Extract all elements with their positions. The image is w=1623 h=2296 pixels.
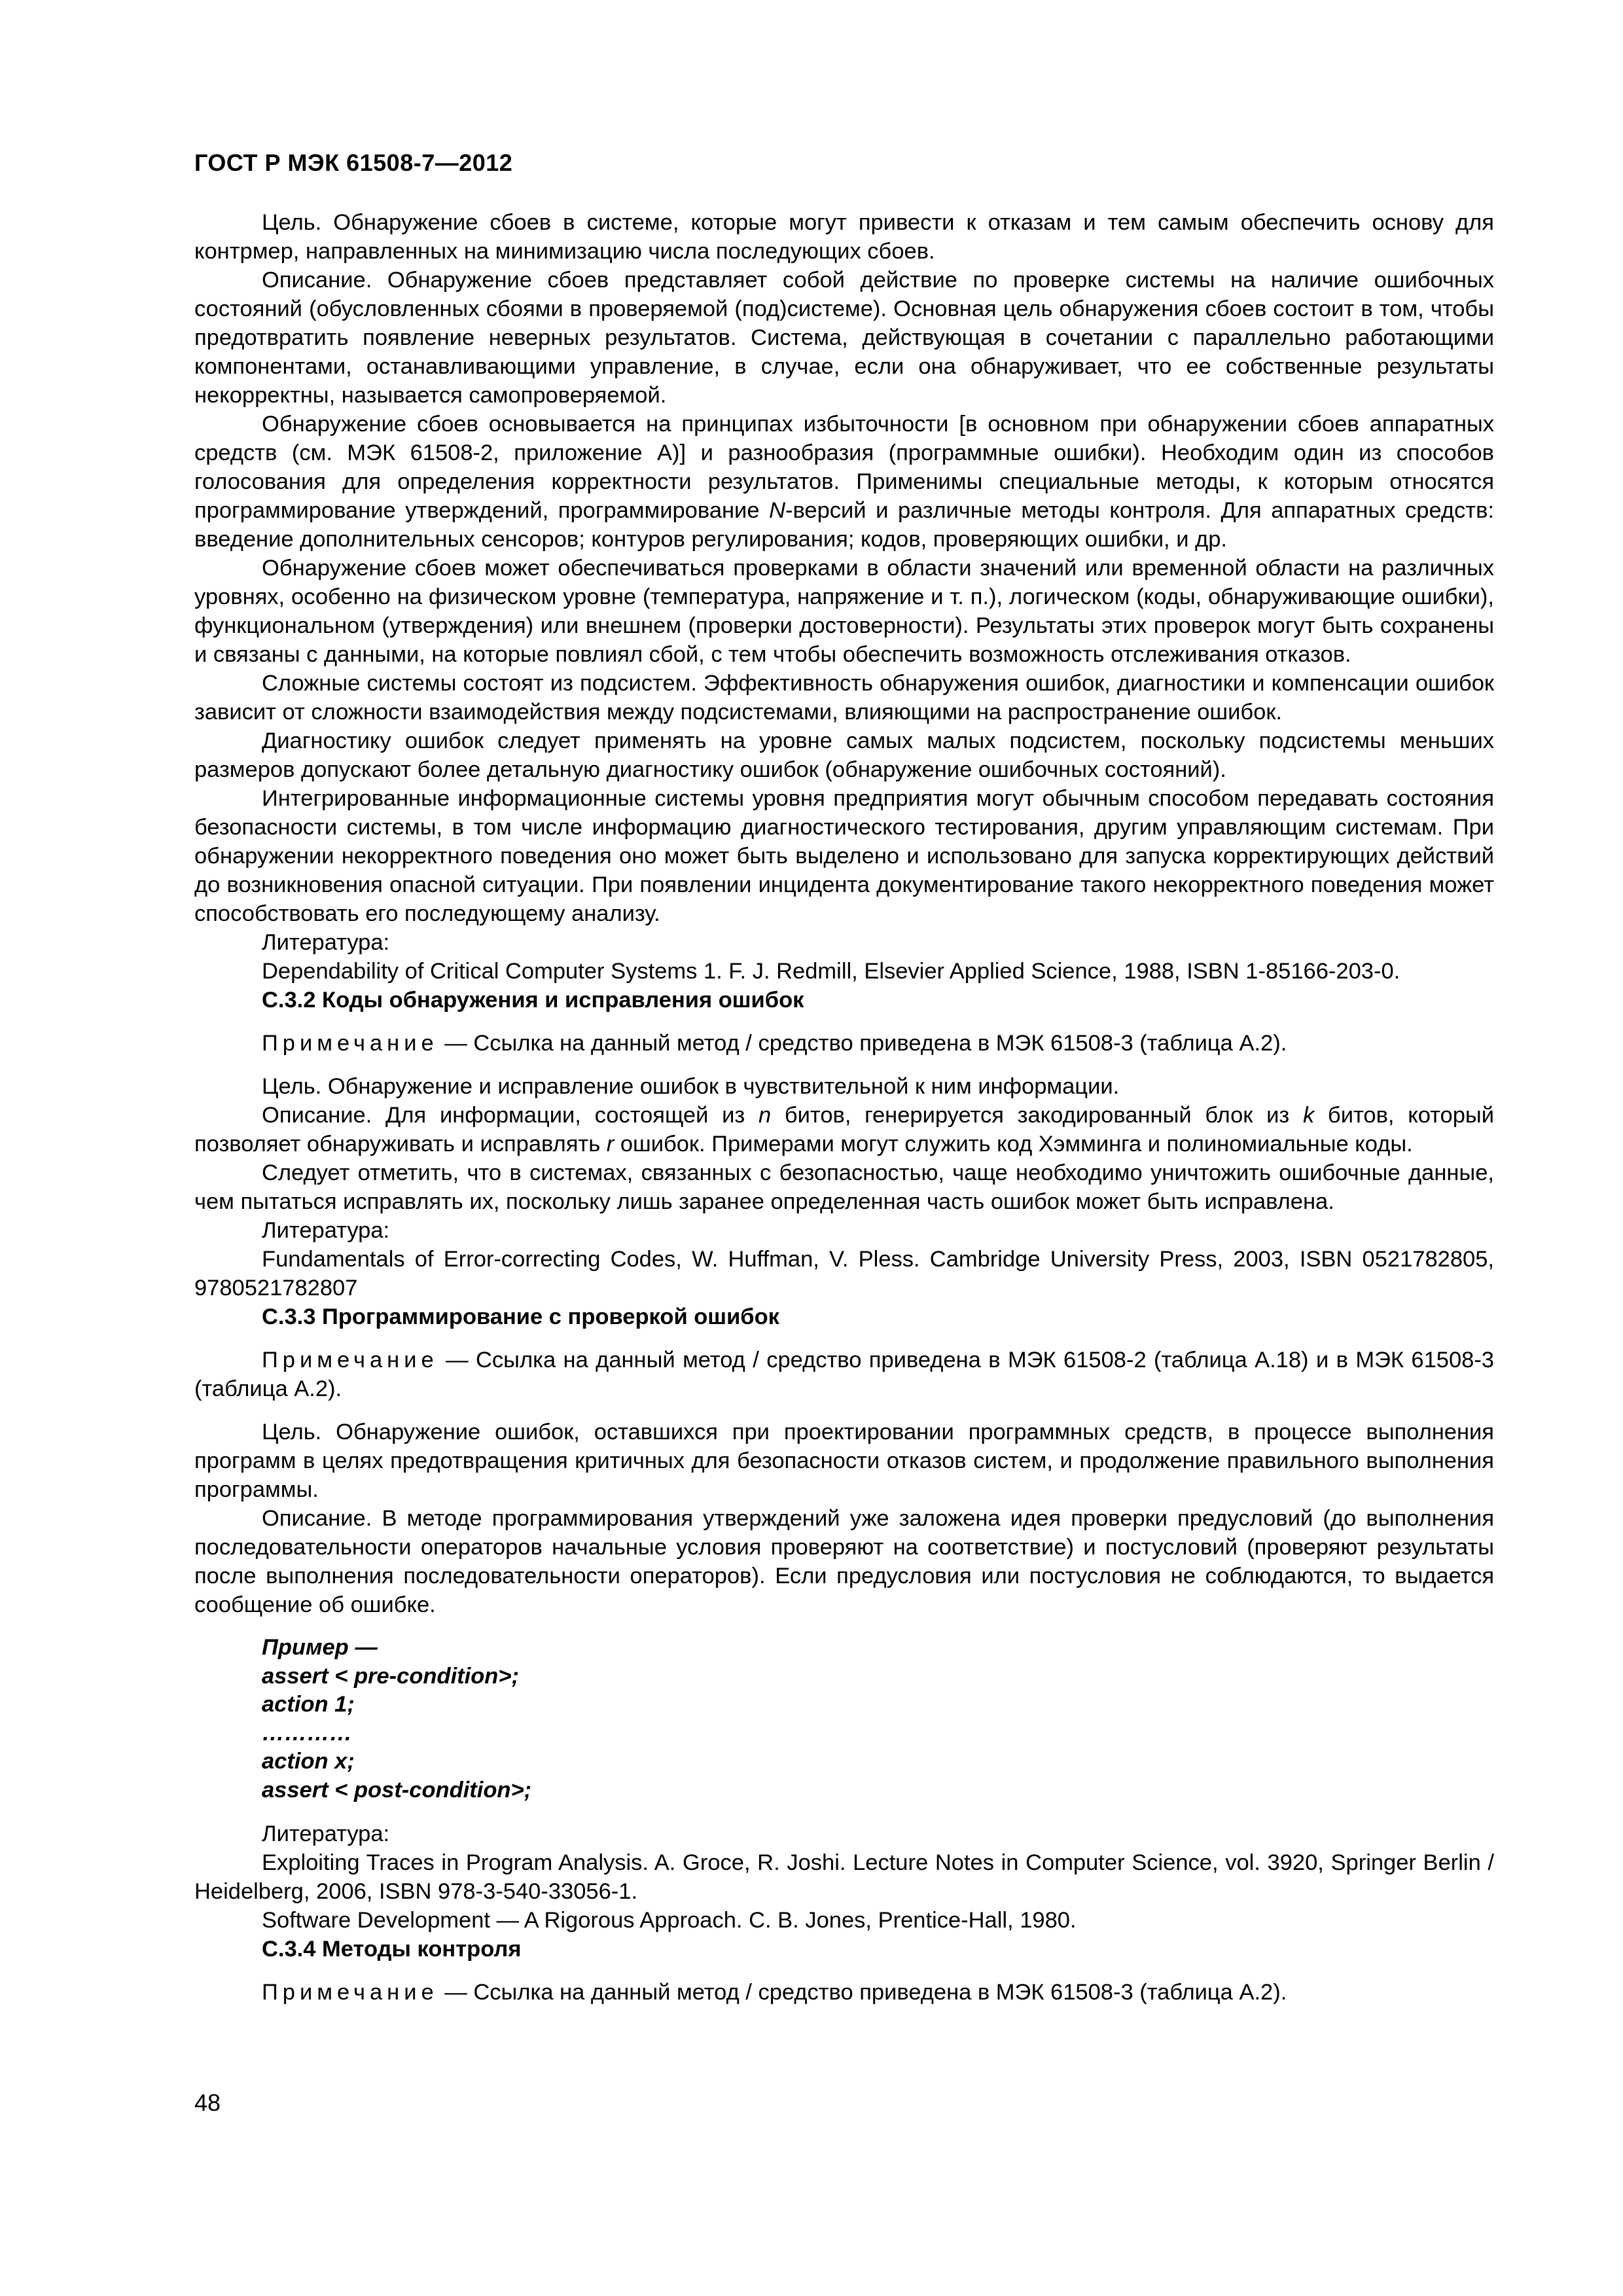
paragraph: Сложные системы состоят из подсистем. Эффективность обнаружения ошибок, диагностики и компенсации ошибок зависит от сложности взаимодействия между подсистемами, влияющими на распространение ошибок. — [194, 671, 1494, 725]
paragraph — [194, 1101, 1494, 1158]
paragraph: Цель. Обнаружение ошибок, оставшихся при проектировании программных средств, в процессе выполнения программ в целях предотвращения критичных для безопасности отказов систем, и продолжение правильного выполнения программы. — [194, 1420, 1494, 1502]
italic-run: N — [769, 498, 785, 523]
page-number: 48 — [194, 2089, 221, 2116]
spacer — [194, 1014, 1494, 1029]
document-header: ГОСТ Р МЭК 61508-7—2012 — [194, 149, 513, 176]
paragraph: Диагностику ошибок следует применять на уровне самых малых подсистем, поскольку подсистемы меньших размеров допускают более детальную диагностику ошибок (обнаружение ошибочных состояний). — [194, 728, 1494, 782]
literature-label: Литература: — [262, 930, 390, 955]
literature-reference: Software Development — A Rigorous Approach. C. B. Jones, Prentice-Hall, 1980. — [262, 1907, 1077, 1933]
note-label: Примечание — [262, 1348, 438, 1372]
note-text: — Ссылка на данный метод / средство приведена в МЭК 61508-3 (таблица А.2). — [438, 1979, 1287, 2005]
literature-label: Литература: — [262, 1821, 390, 1846]
code-line: assert < pre-condition>; — [262, 1663, 520, 1689]
section-heading-c32: С.3.2 Коды обнаружения и исправления ошибок — [262, 988, 804, 1013]
spacer — [194, 1331, 1494, 1346]
text-run: битов, который позволяет обнаруживать и исправлять — [194, 1103, 1494, 1157]
note-label: Примечание — [262, 1031, 438, 1056]
code-example — [194, 1634, 1494, 1805]
paragraph: Цель. Обнаружение и исправление ошибок в чувствительной к ним информации. — [262, 1074, 1120, 1099]
literature-label: Литература: — [262, 1218, 390, 1243]
note-label: Примечание — [262, 1979, 438, 2005]
code-line: ………… — [262, 1720, 352, 1746]
literature-reference: Exploiting Traces in Program Analysis. A. Groce, R. Joshi. Lecture Notes in Computer Science, vol. 3920, Springer Berlin / Heidelberg, 2006, ISBN 978-3-540-33056-1. — [194, 1850, 1494, 1904]
paragraph — [194, 410, 1494, 554]
spacer — [194, 1964, 1494, 1978]
paragraph: Обнаружение сбоев может обеспечиваться проверками в области значений или временной области на различных уровнях, особенно на физическом уровне (температура, напряжение и т. п.), логическом (коды, обнаруживающие ошибки), функциональном (утверждения) или внешнем (проверки достоверности). Результаты этих проверок могут быть сохранены и связаны с данными, на которые повлиял сбой, с тем чтобы обеспечить возможность отслеживания отказов. — [194, 556, 1494, 667]
section-heading-c33: С.3.3 Программирование с проверкой ошибок — [262, 1304, 779, 1329]
paragraph: Описание. Обнаружение сбоев представляет собой действие по проверке системы на наличие ошибочных состояний (обусловленных сбоями в проверяемой (под)системе). Основная цель обнаружения сбоев состоит в том, чтобы предотвратить появление неверных результатов. Система, действующая в сочетании с параллельно работающими компонентами, останавливающими управление, в случае, если она обнаруживает, что ее собственные результаты некорректны, называется самопроверяемой. — [194, 268, 1494, 408]
paragraph: Интегрированные информационные системы уровня предприятия могут обычным способом передавать состояния безопасности системы, в том числе информацию диагностического тестирования, другим управляющим системам. При обнаружении некорректного поведения оно может быть выделено и использовано для запуска корректирующих действий до возникновения опасной ситуации. При появлении инцидента документирование такого некорректного поведения может способствовать его последующему анализу. — [194, 786, 1494, 926]
literature-reference: Fundamentals of Error-correcting Codes, W. Huffman, V. Pless. Cambridge University Press, 2003, ISBN 0521782805, 9780521782807 — [194, 1247, 1494, 1300]
code-line: Пример — — [262, 1635, 378, 1660]
paragraph: Описание. В методе программирования утверждений уже заложена идея проверки предусловий (до выполнения последовательности операторов начальные условия проверяют на соответствие) и постусловий (проверяют результаты после выполнения последовательности операторов). Если предусловия или постусловия не соблюдаются, то выдается сообщение об ошибке. — [194, 1506, 1494, 1617]
note — [194, 1346, 1494, 1403]
spacer — [194, 1619, 1494, 1634]
spacer — [194, 1403, 1494, 1418]
text-run: битов, генерируется закодированный блок из — [771, 1103, 1303, 1128]
text-run: -версий и различные методы контроля. Для аппаратных средств: введение дополнительных сенсоров; контуров регулирования; кодов, проверяющих ошибки, и др. — [194, 498, 1494, 552]
note — [194, 1029, 1494, 1058]
code-line: action 1; — [262, 1692, 355, 1717]
code-line: assert < post-condition>; — [262, 1777, 532, 1803]
note-text: — Ссылка на данный метод / средство приведена в МЭК 61508-3 (таблица А.2). — [438, 1031, 1287, 1056]
code-line: action x; — [262, 1749, 355, 1774]
text-run: Описание. Для информации, состоящей из — [262, 1103, 758, 1128]
paragraph: Цель. Обнаружение сбоев в системе, которые могут привести к отказам и тем самым обеспечить основу для контрмер, направленных на минимизацию числа последующих сбоев. — [194, 210, 1494, 264]
section-heading-c34: С.3.4 Методы контроля — [262, 1936, 522, 1962]
text-run: ошибок. Примерами могут служить код Хэмминга и полиномиальные коды. — [614, 1132, 1413, 1157]
italic-run: k — [1302, 1103, 1315, 1128]
spacer — [194, 1805, 1494, 1820]
text-run: Обнаружение сбоев основывается на принципах избыточности [в основном при обнаружении сбоев аппаратных средств (см. МЭК 61508-2, приложение А)] и разнообразия (программные ошибки). Необходим один из способов голосования для определения корректности результатов. Применимы специальные методы, к которым относятся программирование утверждений, программирование — [194, 412, 1494, 523]
paragraph: Следует отметить, что в системах, связанных с безопасностью, чаще необходимо уничтожить ошибочные данные, чем пытаться исправлять их, поскольку лишь заранее определенная часть ошибок может быть исправлена. — [194, 1160, 1494, 1214]
note-text: — Ссылка на данный метод / средство приведена в МЭК 61508-2 (таблица А.18) и в МЭК 61508-3 (таблица А.2). — [194, 1348, 1494, 1401]
italic-run: n — [758, 1103, 772, 1128]
italic-run: r — [606, 1132, 615, 1157]
document-body — [194, 208, 1494, 2007]
note — [194, 1978, 1494, 2007]
spacer — [194, 1058, 1494, 1072]
literature-reference: Dependability of Critical Computer Systems 1. F. J. Redmill, Elsevier Applied Science, 1988, ISBN 1-85166-203-0. — [262, 959, 1400, 984]
